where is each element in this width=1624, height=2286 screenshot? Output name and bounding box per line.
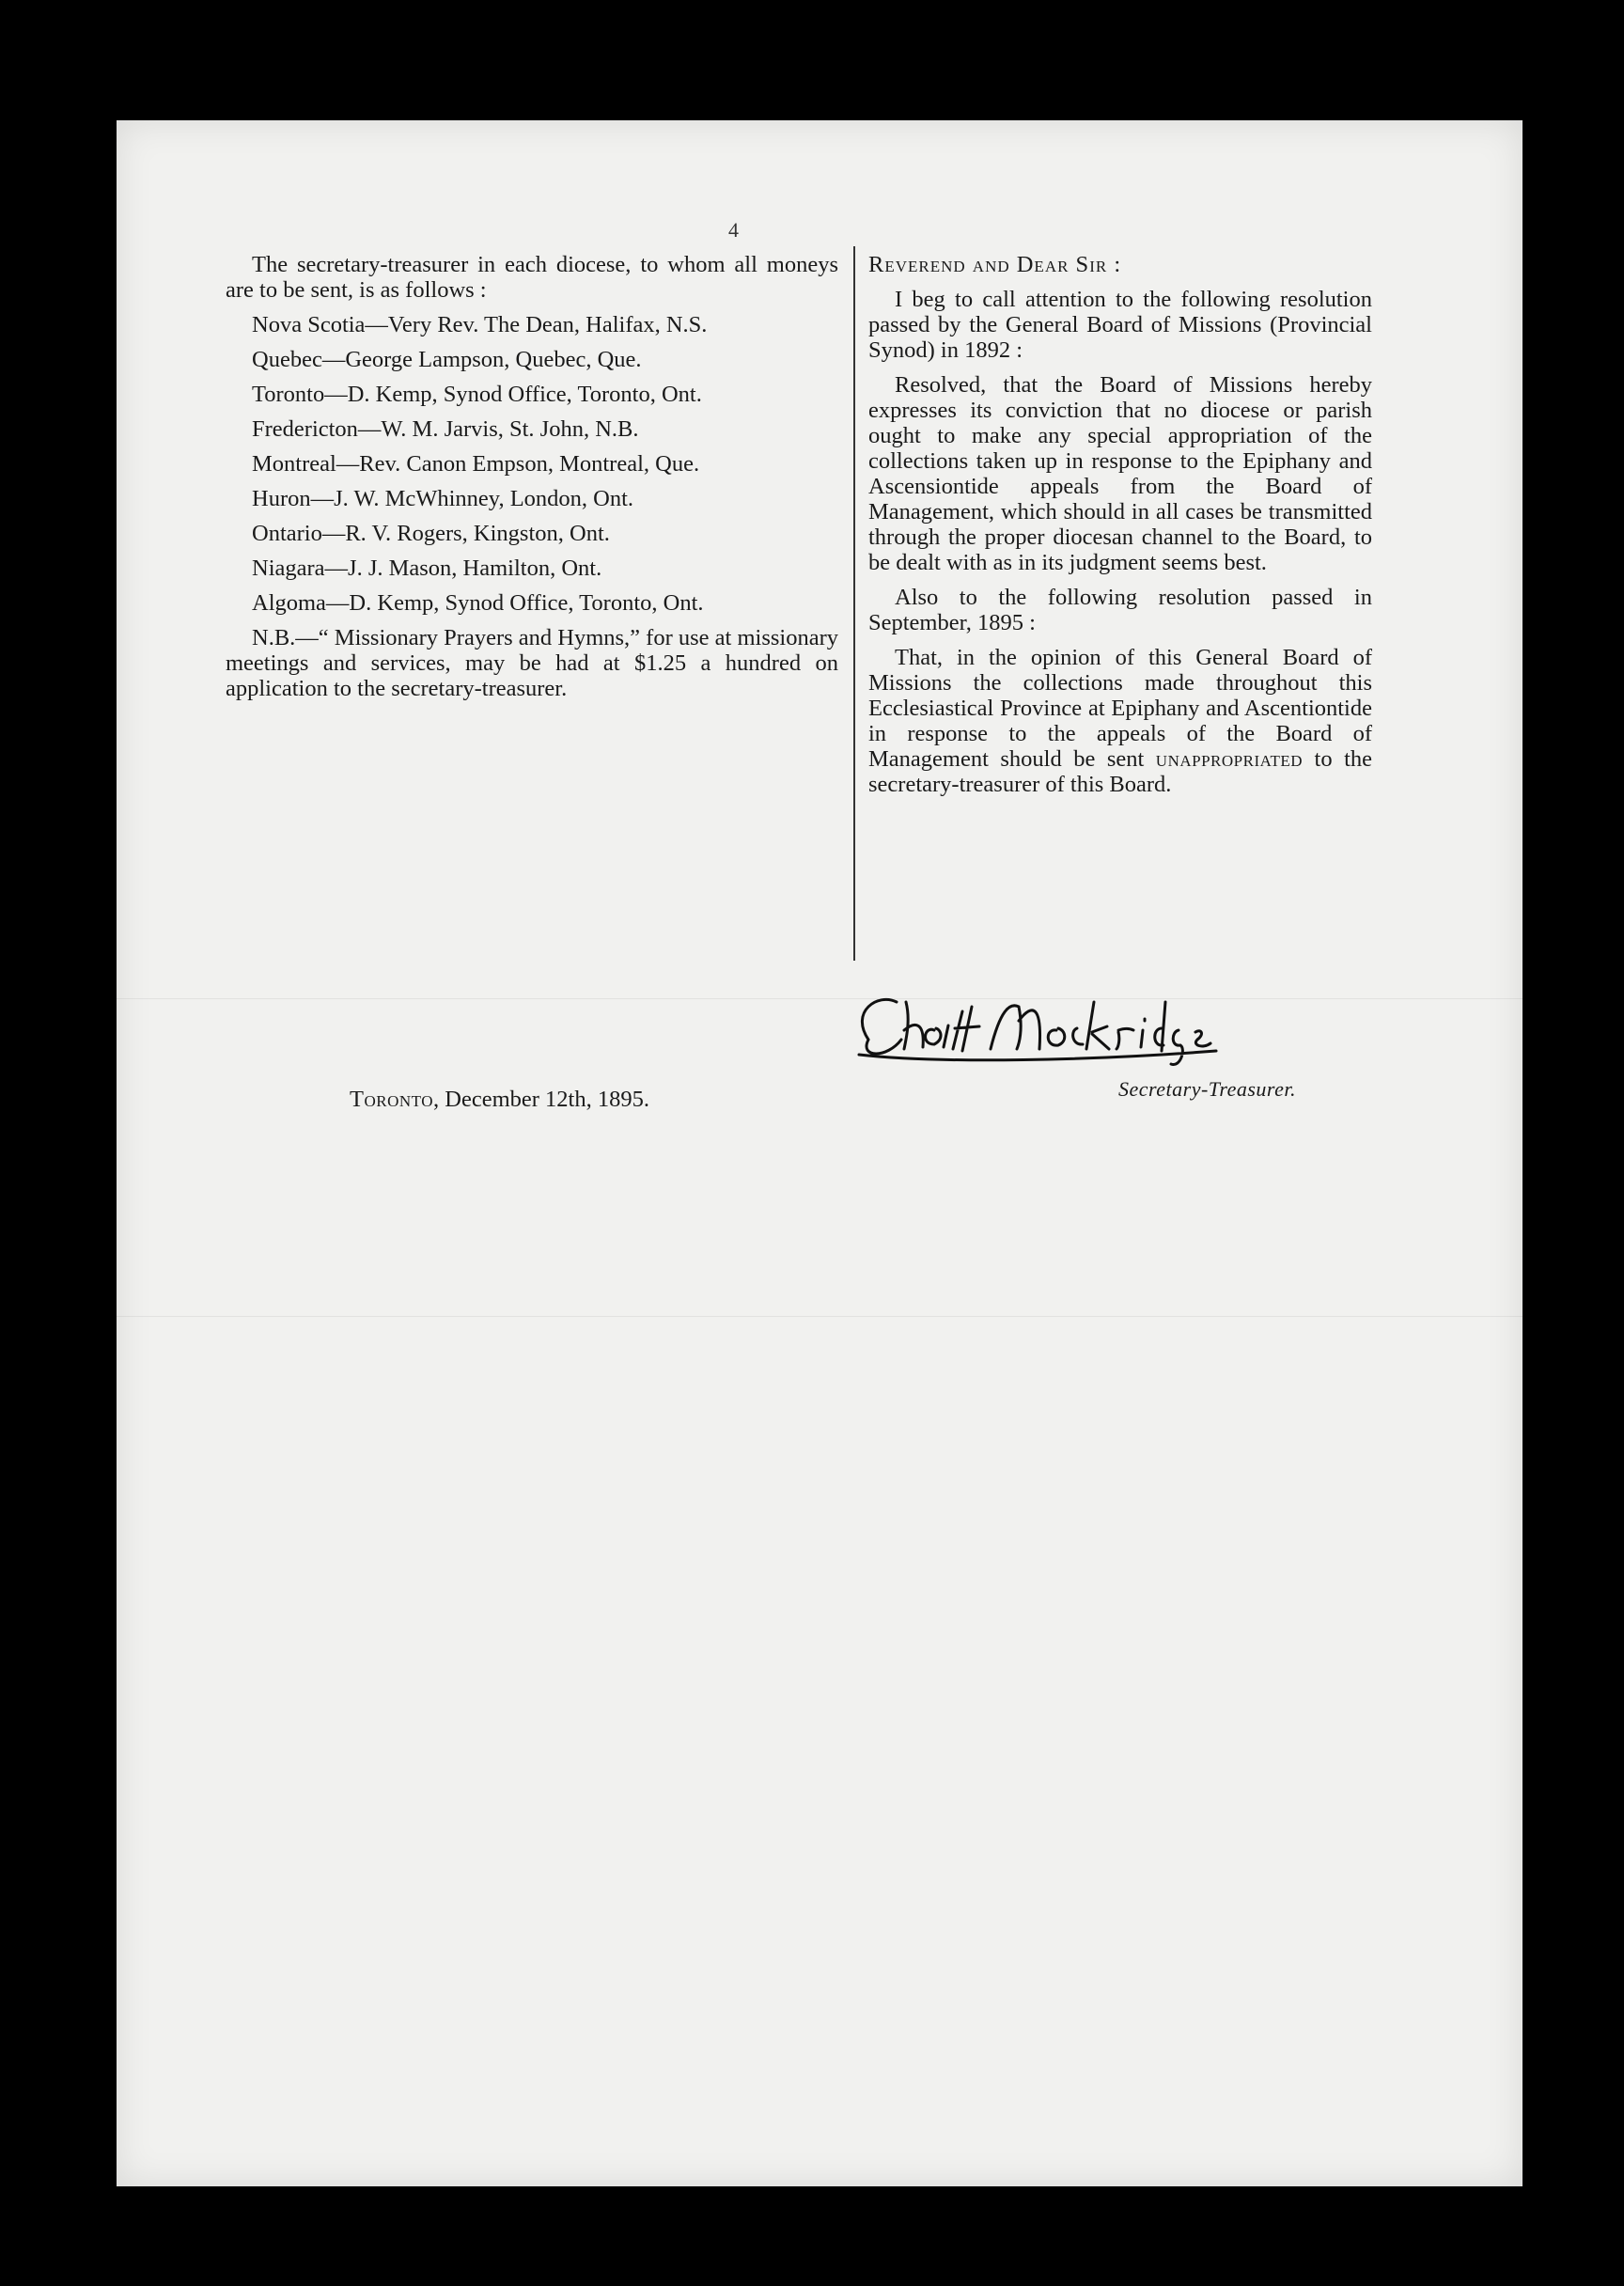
- resolution-1895-text: That, in the opinion of this General Board of Missions the collections made throughout this Ecclesiastical Province at Epiphany and Ascentiontide in response to the appeals of the Board of Management should be sent: [868, 645, 1372, 772]
- paragraph-intro: I beg to call attention to the following resolution passed by the General Board of Missions (Provincial Synod) in 1892 :: [868, 287, 1372, 363]
- diocese-entry: Nova Scotia—Very Rev. The Dean, Halifax, N.S.: [252, 312, 708, 337]
- date-text: , December 12th, 1895.: [433, 1087, 649, 1112]
- diocese-entry: Montreal—Rev. Canon Empson, Montreal, Que.: [252, 451, 700, 477]
- hymns-note: N.B.—“ Missionary Prayers and Hymns,” for use at missionary meetings and services, may be had at $1.25 a hundred on application to the secretary-treasurer.: [226, 625, 838, 701]
- diocese-entry: Toronto—D. Kemp, Synod Office, Toronto, Ont.: [252, 382, 702, 407]
- salutation: Reverend and Dear Sir :: [868, 252, 1122, 277]
- unappropriated-word: unappropriated: [1155, 746, 1304, 772]
- left-column: [226, 252, 838, 711]
- diocese-entry: Algoma—D. Kemp, Synod Office, Toronto, Ont.: [252, 590, 704, 616]
- resolution-1895: [868, 645, 1372, 797]
- right-column: [868, 252, 1372, 806]
- paper-crease: [117, 1316, 1522, 1317]
- diocese-entry: Ontario—R. V. Rogers, Kingston, Ont.: [252, 521, 610, 546]
- handwritten-signature: [831, 974, 1226, 1077]
- paragraph-also: Also to the following resolution passed in September, 1895 :: [868, 585, 1372, 635]
- page-number: 4: [728, 218, 739, 242]
- resolution-1892: Resolved, that the Board of Missions hereby expresses its conviction that no diocese or parish ought to make any special appropriation of the collections taken up in response to the Epiphany and Ascensiontide appeals from the Board of Management, which should in all cases be transmitted through the proper diocesan channel to the Board, to be dealt with as in its judgment seems best.: [868, 372, 1372, 575]
- resolution-1895-end: to the secretary-treasurer of this Board.: [868, 746, 1373, 797]
- date-line: [350, 1087, 649, 1113]
- diocese-entry: Niagara—J. J. Mason, Hamilton, Ont.: [252, 556, 602, 581]
- column-divider: [853, 246, 855, 961]
- place-name: Toronto: [350, 1087, 433, 1112]
- diocese-entry: Fredericton—W. M. Jarvis, St. John, N.B.: [252, 416, 639, 442]
- signatory-title: Secretary-Treasurer.: [1118, 1077, 1297, 1101]
- treasurer-intro: The secretary-treasurer in each diocese, to whom all moneys are to be sent, is as follows :: [226, 252, 838, 303]
- diocese-entry: Huron—J. W. McWhinney, London, Ont.: [252, 486, 634, 511]
- diocese-entry: Quebec—George Lampson, Quebec, Que.: [252, 347, 642, 372]
- paper-crease: [117, 998, 1522, 999]
